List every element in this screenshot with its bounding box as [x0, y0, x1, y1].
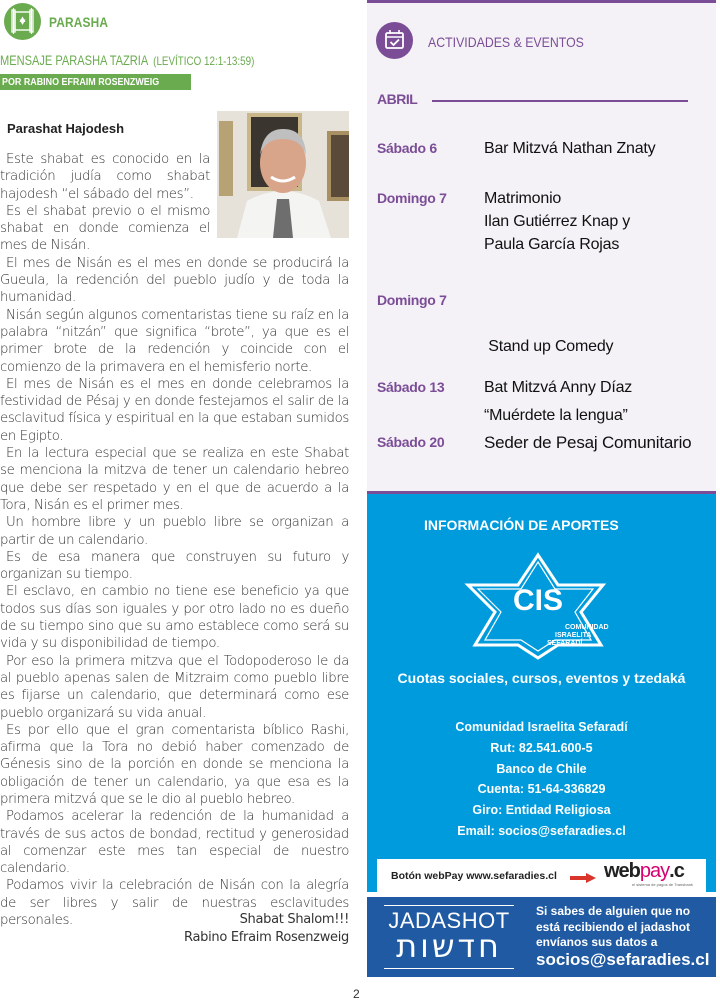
event-line: Matrimonio	[484, 190, 562, 207]
webpay-logo-suffix: .c	[669, 860, 684, 882]
author-badge	[0, 74, 191, 90]
event-line: Stand up Comedy	[484, 338, 614, 355]
event-date: Sábado 6	[377, 140, 437, 156]
article-paragraph: El esclavo, en cambio no tiene ese beneficio ya que todos sus días son iguales y por otro lado no es dueño de su tiempo sino que su amo establece como será su vida y su disponibilidad de tiempo.	[0, 584, 349, 652]
webpay-logo-pay: pay	[639, 860, 670, 882]
event-line: “Muérdete la lengua”	[484, 407, 628, 424]
event-title	[484, 187, 630, 256]
article-heading: Parashat Hajodesh	[7, 121, 125, 136]
article-paragraph: Por eso la primera mitzva que el Todopoderoso le da al pueblo apenas salen de Mitzraim como pueblo libre es fijarse un calendario, que determinará como ese pueblo organizará su vida anual.	[0, 653, 349, 721]
bank-line: Banco de Chile	[496, 761, 587, 776]
arrow-right-icon	[570, 870, 596, 880]
calendar-check-icon	[376, 22, 413, 59]
article-title-text: MENSAJE PARASHA TAZRIA	[0, 53, 149, 68]
event-line: Ilan Gutiérrez Knap y	[484, 213, 631, 230]
author-badge-text: POR RABINO EFRAIM ROSENZWEIG	[2, 76, 160, 88]
cis-logo-sub: SEFARADÍ	[547, 640, 583, 647]
event-line: Bat Mitzvá Anny Díaz	[484, 379, 633, 396]
event-title	[484, 289, 628, 450]
torah-scroll-icon	[4, 3, 41, 40]
article-paragraph: Podamos vivir la celebración de Nisán con la alegría de ser libres y salir de nuestras esclavitudes personales.	[0, 878, 349, 929]
cis-logo-sub: ISRAELITA	[555, 632, 592, 639]
jadashot-top-rule	[384, 905, 514, 906]
month-label: ABRIL	[377, 91, 418, 107]
article-body	[0, 151, 349, 929]
bank-line: Giro: Entidad Religiosa	[472, 803, 611, 818]
signoff-author: Rabino Efraim Rosenzweig	[184, 930, 349, 945]
article-reference: (LEVÍTICO 12:1-13:59)	[153, 54, 255, 68]
event-date: Sábado 20	[377, 434, 445, 450]
jadashot-bottom-rule	[384, 968, 514, 969]
article-paragraph: Es el shabat previo o el mismo shabat en donde comienza el mes de Nisán.	[0, 203, 210, 254]
jadashot-message-line: está recibiendo el jadashot	[536, 919, 691, 934]
jadashot-wordmark: JADASHOT	[388, 908, 510, 933]
event-title	[484, 376, 632, 399]
webpay-logo-web: web	[604, 860, 640, 882]
bank-line: Cuenta: 51-64-336829	[477, 782, 606, 797]
jadashot-message-line: Si sabes de alguien que no	[536, 904, 691, 918]
section-label-parasha: PARASHA	[49, 14, 109, 30]
cis-logo-text: CIS	[512, 584, 564, 617]
aportes-title: INFORMACIÓN DE APORTES	[424, 517, 619, 533]
article-paragraph: El mes de Nisán es el mes en donde se producirá la Gueula, la redención del pueblo judío y de toda la humanidad.	[0, 255, 349, 306]
event-line: Paula García Rojas	[484, 236, 620, 253]
bank-line: Rut: 82.541.600-5	[490, 740, 593, 755]
section-label-events: ACTIVIDADES & EVENTOS	[428, 34, 584, 50]
event-title	[484, 137, 655, 160]
article-paragraph: Un hombre libre y un pueblo libre se organizan a partir de un calendario.	[0, 515, 349, 548]
aportes-tagline: Cuotas sociales, cursos, eventos y tzedaká	[397, 670, 686, 686]
event-date: Sábado 13	[377, 379, 445, 395]
webpay-logo[interactable]	[604, 860, 684, 883]
bank-info	[367, 717, 716, 842]
bank-line: Comunidad Israelita Sefaradí	[455, 720, 628, 734]
signoff	[184, 911, 349, 947]
article-paragraph: Este shabat es conocido en la tradición judía como shabat hajodesh “el sábado del mes”.	[0, 152, 210, 202]
webpay-label[interactable]: Botón webPay www.sefaradies.cl	[391, 870, 557, 882]
cis-star-logo	[463, 550, 613, 660]
article-title	[0, 53, 254, 68]
article-paragraph: En la lectura especial que se realiza en este Shabat se menciona la mitzva de tener un calendario hebreo que debe ser respetado y en el que de acuerdo a la Tora, Nisán es el primer mes.	[0, 446, 349, 513]
article-paragraph: El mes de Nisán es el mes en donde celebramos la festividad de Pésaj y en donde festejamos el salir de la esclavitud física y espiritual en la que estaban sumidos en Egipto.	[0, 376, 349, 444]
event-line: Bar Mitzvá Nathan Znaty	[484, 140, 656, 157]
article-paragraph: Es por ello que el gran comentarista bíblico Rashi, afirma que la Tora no debió haber comenzado de Génesis sino de la porción en donde se menciona la obligación de tener un calendario, ya que esa es la primera mitzvá que se le dio al pueblo hebreo.	[0, 722, 349, 807]
month-divider	[432, 100, 688, 102]
event-title	[484, 431, 691, 454]
article-paragraph: Es de esa manera que construyen su futuro y organizan su tiempo.	[0, 549, 349, 583]
signoff-greeting: Shabat Shalom!!!	[239, 912, 349, 927]
article-paragraph: Nisán según algunos comentaristas tiene su raíz en la palabra “nitzán” que significa “brote”, ya que es el primer brote de la redención y coincide con el comienzo de la primavera en el hemisferio norte.	[0, 307, 349, 375]
event-line: Seder de Pesaj Comunitario	[484, 433, 692, 452]
article-paragraph: Podamos acelerar la redención de la humanidad a través de sus actos de bondad, rectitud y generosidad al comenzar este mes tan especial de nuestro calendario.	[0, 809, 349, 877]
page-number: 2	[353, 987, 360, 1001]
jadashot-message	[536, 904, 690, 951]
event-date: Domingo 7	[377, 190, 447, 206]
bank-line[interactable]: Email: socios@sefaradies.cl	[457, 823, 626, 838]
webpay-subtext: el sistema de pagos de Transbank	[632, 882, 693, 887]
jadashot-message-line: envíanos sus datos a	[536, 935, 658, 949]
jadashot-email-link[interactable]: socios@sefaradies.cl	[536, 950, 710, 969]
jadashot-hebrew: חדשות	[396, 927, 502, 965]
cis-logo-sub: COMUNIDAD	[565, 624, 609, 631]
event-date: Domingo 7	[377, 292, 447, 308]
